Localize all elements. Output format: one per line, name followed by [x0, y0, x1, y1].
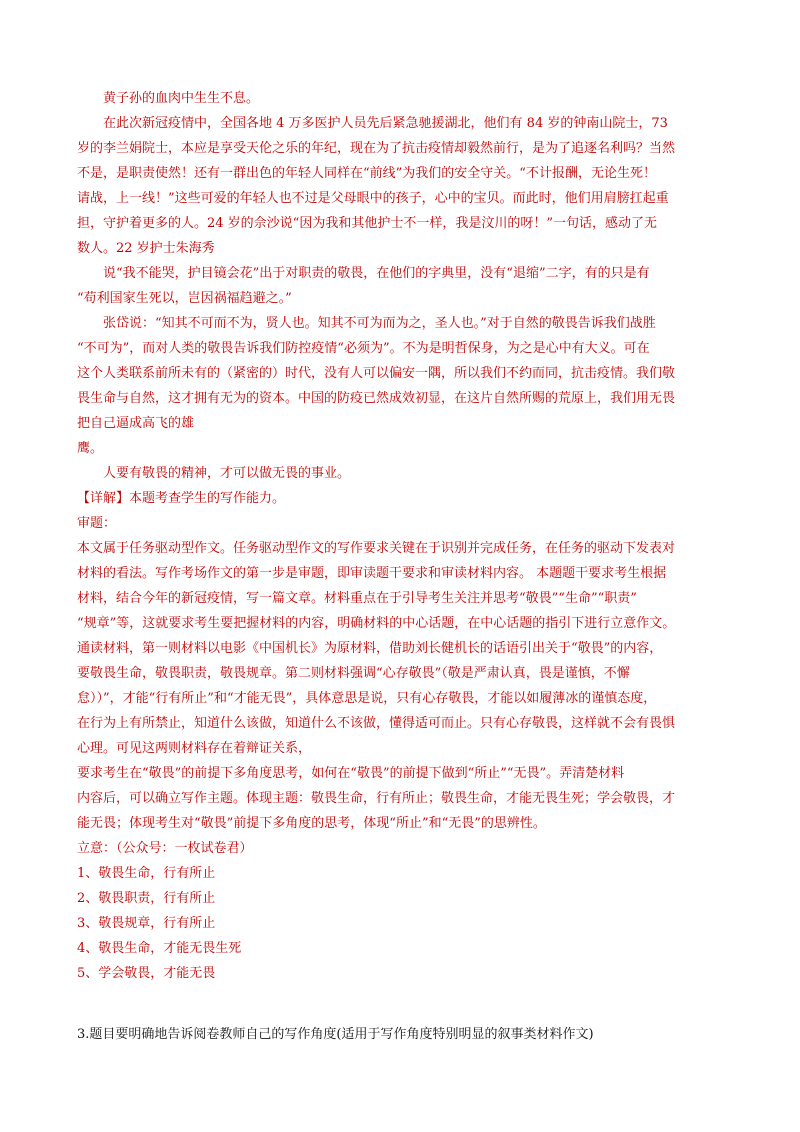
- thesis-item: 4、敬畏生命，才能无畏生死: [77, 941, 242, 956]
- analysis-line: 怠））”，才能“行有所止”和“才能无畏”，具体意思是说，只有心存敬畏，才能以如履薄冰的谨慎态度，: [77, 691, 657, 706]
- essay-line: 在此次新冠疫情中，全国各地 4 万多医护人员先后紧急驰援湖北，他们有 84 岁的钟南山院士，73: [103, 116, 668, 131]
- essay-line: 这个人类联系前所未有的（紧密的）时代，没有人可以偏安一隅，所以我们不约而同，抗击疫情。我们敬: [77, 366, 676, 381]
- essay-line: 鹰。: [77, 441, 104, 456]
- analysis-line: 本文属于任务驱动型作文。任务驱动型作文的写作要求关键在于识别并完成任务，在任务的驱动下发表对: [77, 541, 676, 556]
- essay-line: 数人。22 岁护士朱海秀: [77, 241, 215, 256]
- essay-line: 说“我不能哭，护目镜会花”出于对职责的敬畏，在他们的字典里，没有“退缩”二字，有的只是有: [103, 266, 650, 281]
- analysis-line: 心理。可见这两则材料存在着辩证关系，: [77, 741, 312, 756]
- essay-line: 担，守护着更多的人。24 岁的佘沙说“因为我和其他护士不一样，我是汶川的呀！”一句话，感动了无: [77, 216, 657, 231]
- essay-line: 不是，是职责使然！还有一群出色的年轻人同样在“前线”为我们的安全守关。“不计报酬，无论生死！: [77, 166, 656, 181]
- analysis-section: [77, 486, 727, 986]
- analysis-subheading: 审题：: [77, 516, 117, 531]
- thesis-item: 5、学会敬畏，才能无畏: [77, 966, 216, 981]
- analysis-heading: 【详解】本题考查学生的写作能力。: [77, 491, 286, 506]
- thesis-item: 3、敬畏规章，行有所止: [77, 916, 216, 931]
- essay-line: “苟利国家生死以，岂因祸福趋避之。”: [77, 291, 292, 306]
- thesis-item: 2、敬畏职责，行有所止: [77, 891, 216, 906]
- essay-line: 畏生命与自然，这才拥有无为的资本。中国的防疫已然成效初显，在这片自然所赐的荒原上，我们用无畏: [77, 391, 676, 406]
- thesis-item: 1、敬畏生命，行有所止: [77, 866, 216, 881]
- essay-line: 黄子孙的血肉中生生不息。: [103, 91, 260, 106]
- analysis-line: 通读材料，第一则材料以电影《中国机长》为原材料，借助刘长健机长的话语引出关于“敬畏”的内容，: [77, 641, 663, 656]
- essay-line: 人要有敬畏的精神，才可以做无畏的事业。: [103, 466, 351, 481]
- section-spacer: [77, 986, 727, 1020]
- analysis-line: 材料，结合今年的新冠疫情，写一篇文章。材料重点在于引导考生关注并思考“敬畏”“生命”“职责”: [77, 591, 637, 606]
- essay-line: 张岱说：“知其不可而不为，贤人也。知其不可为而为之，圣人也。”对于自然的敬畏告诉我们战胜: [103, 316, 656, 331]
- analysis-line: 要敬畏生命，敬畏职责，敬畏规章。第二则材料强调“心存敬畏”（敬是严肃认真，畏是谨慎，不懈: [77, 666, 630, 681]
- document-page: [77, 86, 727, 1047]
- essay-line: 请战，上一线！”这些可爱的年轻人也不过是父母眼中的孩子，心中的宝贝。而此时，他们用肩膀扛起重: [77, 191, 669, 206]
- analysis-line: 材料的看法。写作考场作文的第一步是审题，即审读题干要求和审读材料内容。 本题题干要求考生根据: [77, 566, 667, 581]
- essay-line: 岁的李兰娟院士，本应是享受天伦之乐的年纪，现在为了抗击疫情却毅然前行，是为了追逐名利吗？当然: [77, 141, 676, 156]
- analysis-line: “规章”等，这就要求考生要把握材料的内容，明确材料的中心话题，在中心话题的指引下进行立意作文。: [77, 616, 676, 631]
- essay-line: “不可为”，而对人类的敬畏告诉我们防控疫情“必须为”。不为是明哲保身，为之是心中有大义。可在: [77, 341, 650, 356]
- analysis-line: 要求考生在“敬畏”的前提下多角度思考，如何在“敬畏”的前提下做到“所止”“无畏”。弄清楚材料: [77, 766, 625, 781]
- essay-section: [77, 86, 727, 486]
- thesis-heading: 立意：（公众号：一枚试卷君）: [77, 841, 253, 856]
- essay-line: 把自己逼成高飞的雄: [77, 416, 195, 431]
- section-heading-3: 3.题目要明确地告诉阅卷教师自己的写作角度(适用于写作角度特别明显的叙事类材料作文): [77, 1027, 594, 1042]
- analysis-line: 能无畏；体现考生对“敬畏”前提下多角度的思考，体现“所止”和“无畏”的思辨性。: [77, 816, 546, 831]
- analysis-line: 在行为上有所禁止，知道什么该做，知道什么不该做，懂得适可而止。只有心存敬畏，这样就不会有畏惧: [77, 716, 676, 731]
- analysis-line: 内容后，可以确立写作主题。体现主题：敬畏生命，行有所止；敬畏生命，才能无畏生死；学会敬畏，才: [77, 791, 676, 806]
